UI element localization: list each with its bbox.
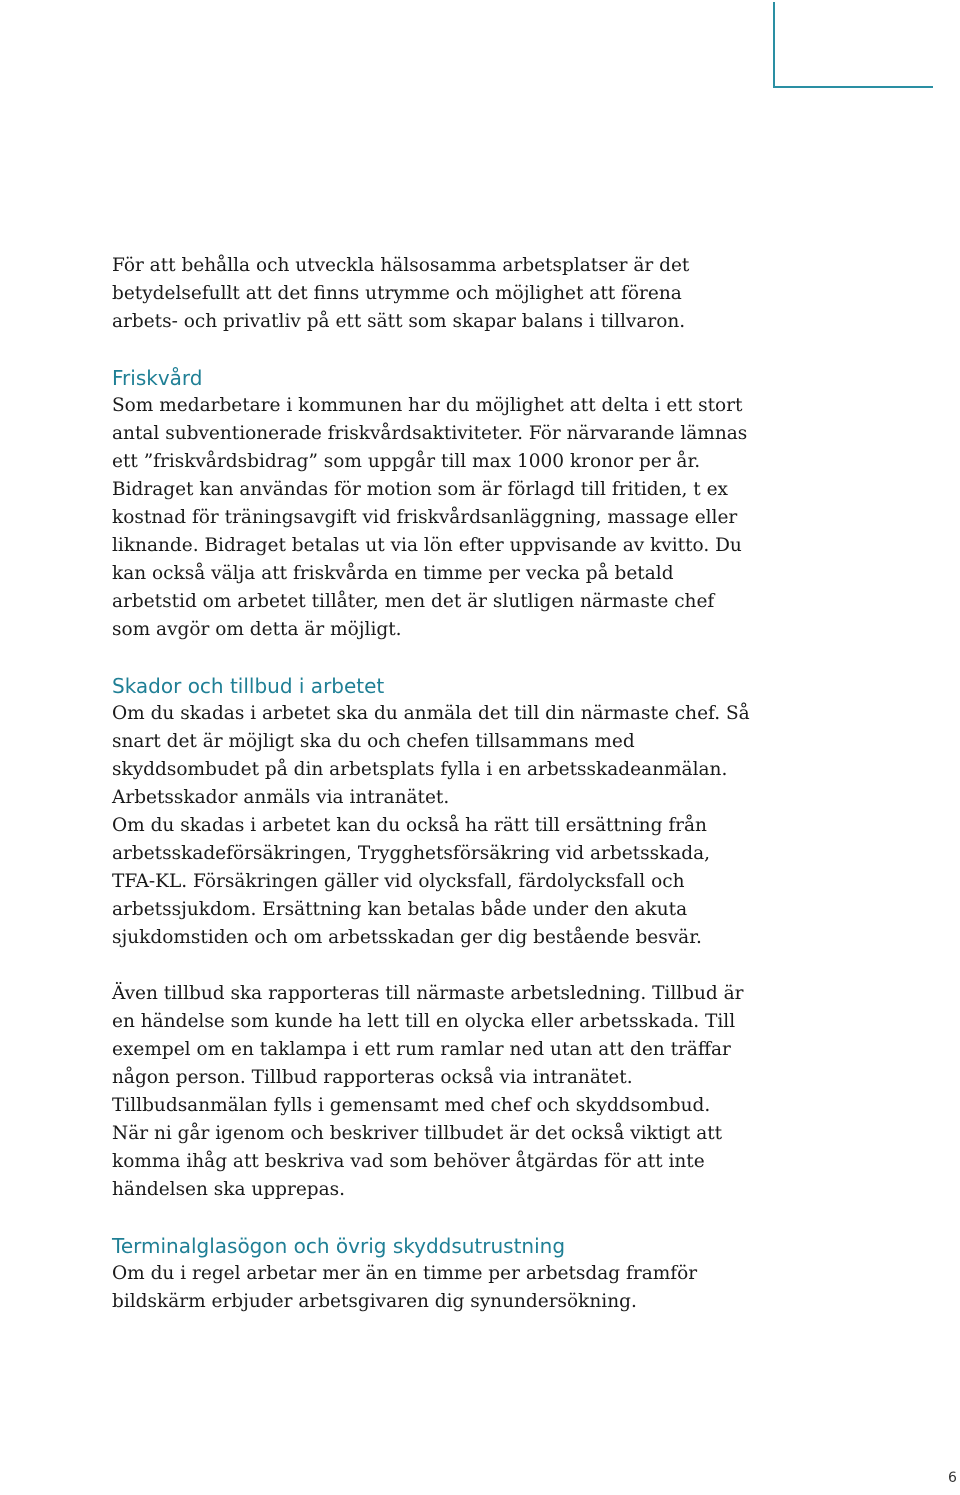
- intro-paragraph: För att behålla och utveckla hälsosamma arbetsplatser är det betydelsefullt att det finns utrymme och möjlighet att förena arbets- och privatliv på ett sätt som skapar balans i tillvaron.: [112, 255, 690, 332]
- skador-paragraph-1: Om du skadas i arbetet ska du anmäla det till din närmaste chef. Så snart det är möjligt ska du och chefen tillsammans med skyddsombudet på din arbetsplats fylla i en arbetsskadeanmälan. Arbetsskador anmäls via intranätet.: [112, 703, 750, 808]
- spacer: [112, 644, 752, 672]
- document-body: [112, 252, 752, 1316]
- heading-friskvard: Friskvård: [112, 366, 203, 390]
- skador-paragraph-2: Om du skadas i arbetet kan du också ha rätt till ersättning från arbetsskadeförsäkringen, Trygghetsförsäkring vid arbetsskada, TFA-KL. Försäkringen gäller vid olycksfall, färdolycksfall och arbetssjukdom. Ersättning kan betalas både under den akuta sjukdomstiden och om arbetsskadan ger dig bestående besvär.: [112, 815, 711, 948]
- spacer: [112, 336, 752, 364]
- corner-decoration: [773, 2, 933, 88]
- heading-skador-tillbud: Skador och tillbud i arbetet: [112, 674, 385, 698]
- spacer: [112, 952, 752, 980]
- page-number: 6: [948, 1470, 957, 1486]
- friskvard-paragraph: Som medarbetare i kommunen har du möjlighet att delta i ett stort antal subventionerade friskvårdsaktiviteter. För närvarande lämnas ett ”friskvårdsbidrag” som uppgår till max 1000 kronor per år. Bidraget kan användas för motion som är förlagd till fritiden, t ex kostnad för träningsavgift vid friskvårdsanläggning, massage eller liknande. Bidraget betalas ut via lön efter uppvisande av kvitto. Du kan också välja att friskvårda en timme per vecka på betald arbetstid om arbetet tillåter, men det är slutligen närmaste chef som avgör om detta är möjligt.: [112, 395, 748, 640]
- tillbud-paragraph: Även tillbud ska rapporteras till närmaste arbetsledning. Tillbud är en händelse som kunde ha lett till en olycka eller arbetsskada. Till exempel om en taklampa i ett rum ramlar ned utan att den träffar någon person. Tillbud rapporteras också via intranätet. Tillbudsanmälan fylls i gemensamt med chef och skyddsombud. När ni går igenom och beskriver tillbudet är det också viktigt att komma ihåg att beskriva vad som behöver åtgärdas för att inte händelsen ska upprepas.: [112, 983, 744, 1200]
- spacer: [112, 1204, 752, 1232]
- terminalglasogon-paragraph: Om du i regel arbetar mer än en timme per arbetsdag framför bildskärm erbjuder arbetsgivaren dig synundersökning.: [112, 1263, 698, 1312]
- heading-terminalglasogon: Terminalglasögon och övrig skyddsutrustning: [112, 1234, 566, 1258]
